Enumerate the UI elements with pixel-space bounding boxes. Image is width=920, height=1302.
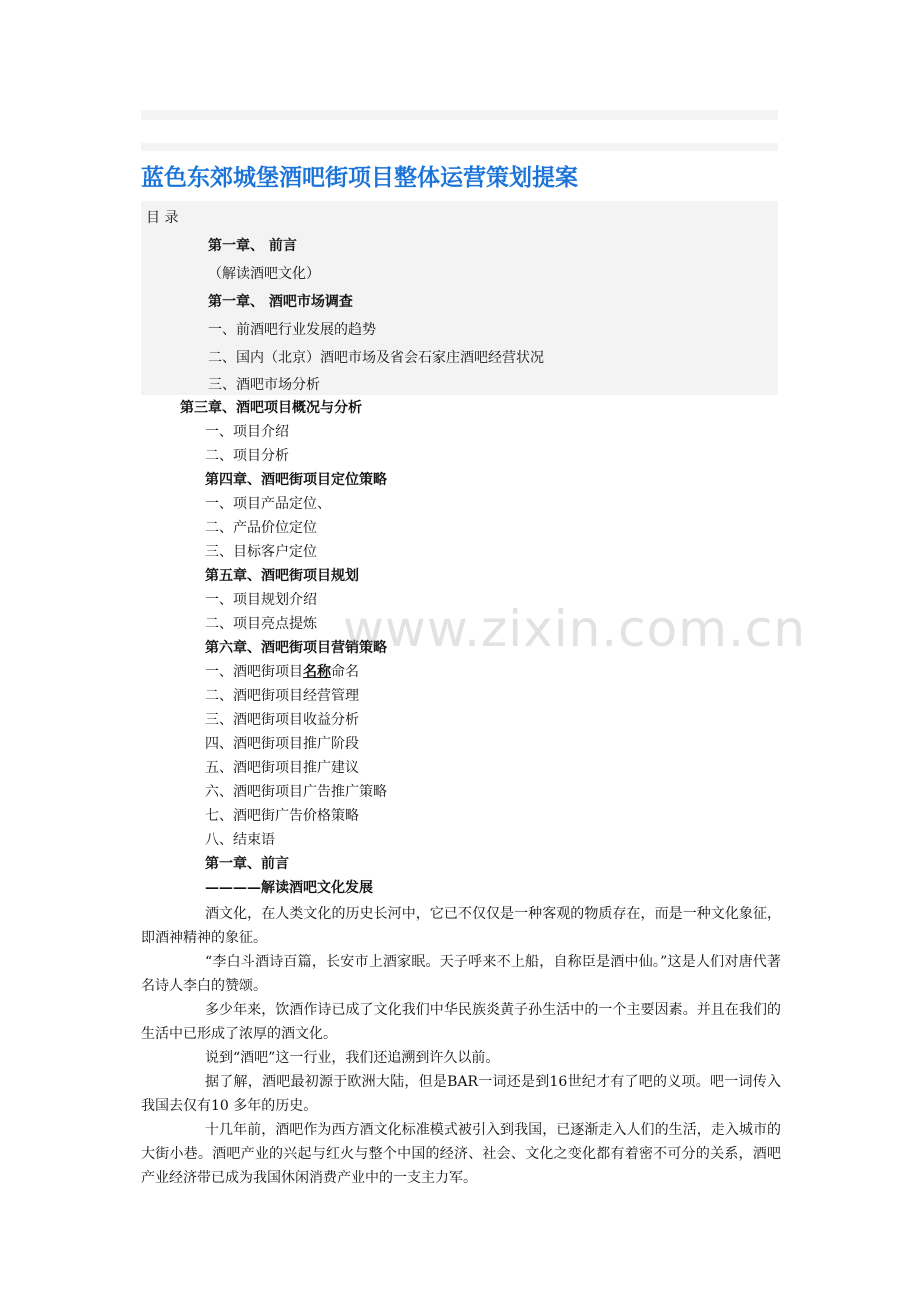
toc-item: 一、项目规划介绍: [205, 592, 317, 608]
document-title: 蓝色东郊城堡酒吧街项目整体运营策划提案: [141, 165, 578, 191]
section-subheading: ————解读酒吧文化发展: [205, 880, 373, 896]
body-paragraph: 多少年来，饮酒作诗已成了文化我们中华民族炎黄子孙生活中的一个主要因素。并且在我们的生活中已形成了浓厚的酒文化。: [141, 1002, 781, 1042]
toc-item: 八、结束语: [205, 832, 275, 848]
toc-chapter: 第六章、酒吧街项目营销策略: [205, 640, 387, 656]
toc-item: 第一章、 前言: [208, 238, 297, 254]
toc-item: 二、国内（北京）酒吧市场及省会石家庄酒吧经营状况: [208, 350, 544, 366]
toc-chapter: 第五章、酒吧街项目规划: [205, 568, 359, 584]
toc-item: 四、酒吧街项目推广阶段: [205, 736, 359, 752]
body-paragraph: 酒文化，在人类文化的历史长河中，它已不仅仅是一种客观的物质存在，而是一种文化象征，即酒神精神的象征。: [141, 906, 781, 946]
toc-item: 一、项目介绍: [205, 424, 289, 440]
toc-item: （解读酒吧文化）: [208, 266, 320, 282]
toc-chapter: 第四章、酒吧街项目定位策略: [205, 472, 387, 488]
toc-item: 三、酒吧街项目收益分析: [205, 712, 359, 728]
body-paragraph: 据了解，酒吧最初源于欧洲大陆，但是BAR一词还是到16世纪才有了吧的义项。吧一词传入我国去仅有10 多年的历史。: [141, 1074, 781, 1114]
toc-item: 第一章、 酒吧市场调查: [208, 294, 353, 310]
watermark: www.zixin.com.cn: [343, 600, 807, 658]
toc-item: 二、项目亮点提炼: [205, 616, 317, 632]
body-paragraph: 十几年前，酒吧作为西方酒文化标准模式被引入到我国，已逐渐走入人们的生活，走入城市的大街小巷。酒吧产业的兴起与红火与整个中国的经济、社会、文化之变化都有着密不可分的关系，酒吧产业经济带已成为我国休闲消费产业中的一支主力军。: [141, 1122, 781, 1186]
toc-item-part: 一、酒吧街项目: [205, 664, 303, 680]
title-divider: [141, 143, 778, 151]
top-divider: [141, 110, 778, 120]
toc-item-highlight: 名称: [303, 664, 331, 680]
toc-chapter: 第三章、酒吧项目概况与分析: [180, 400, 362, 416]
toc-item: 三、目标客户定位: [205, 544, 317, 560]
body-paragraph: “李白斗酒诗百篇，长安市上酒家眠。天子呼来不上船，自称臣是酒中仙。”这是人们对唐代著名诗人李白的赞颂。: [141, 954, 781, 994]
toc-item-part: 命名: [331, 664, 359, 680]
toc-item: 六、酒吧街项目广告推广策略: [205, 784, 387, 800]
body-paragraph: 说到“酒吧”这一行业，我们还追溯到许久以前。: [205, 1050, 500, 1066]
toc-item: 二、产品价位定位: [205, 520, 317, 536]
toc-item: 一、项目产品定位、: [205, 496, 331, 512]
toc-item: 七、酒吧街广告价格策略: [205, 808, 359, 824]
toc-item: 一、前酒吧行业发展的趋势: [208, 322, 376, 338]
toc-heading: 目 录: [146, 210, 179, 226]
toc-item: [205, 660, 359, 684]
toc-item: 二、酒吧街项目经营管理: [205, 688, 359, 704]
toc-item: 二、项目分析: [205, 448, 289, 464]
section-heading: 第一章、前言: [205, 856, 289, 872]
toc-item: 三、酒吧市场分析: [208, 377, 320, 393]
toc-item: 五、酒吧街项目推广建议: [205, 760, 359, 776]
